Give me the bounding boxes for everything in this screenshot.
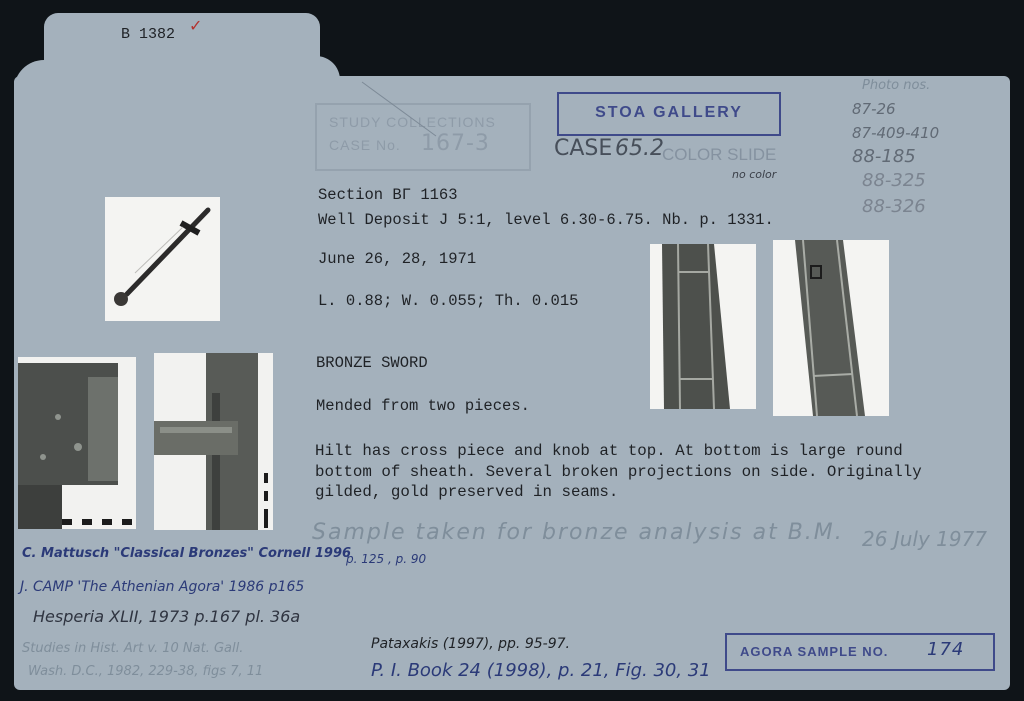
agora-sample-label: AGORA SAMPLE NO. [740, 644, 889, 659]
bibliography-picture-book: P. I. Book 24 (1998), p. 21, Fig. 30, 31 [371, 660, 711, 681]
stoa-gallery-stamp [557, 92, 781, 136]
crosspiece-image-icon [154, 353, 273, 530]
bibliography-hesperia: Hesperia XLII, 1973 p.167 pl. 36a [33, 607, 301, 626]
stoa-gallery-label: STOA GALLERY [595, 104, 743, 121]
hilt-detail-photo [18, 357, 136, 529]
blade-detail-photo [650, 244, 756, 409]
photo-number: 88-326 [862, 196, 926, 217]
bibliography-camp: J. CAMP 'The Athenian Agora' 1986 p165 [20, 579, 305, 595]
color-note: no color [732, 168, 777, 181]
photo-number: 88-185 [852, 146, 916, 167]
section-line: Section ΒΓ 1163 [318, 186, 458, 204]
study-collections-case-number: 167-3 [421, 131, 490, 156]
study-collections-case-label: CASE No. [329, 137, 401, 153]
condition-line: Mended from two pieces. [316, 397, 530, 415]
description-line: bottom of sheath. Several broken projections on side. Originally [315, 463, 922, 481]
bibliography-pataxakis: Pataxakis (1997), pp. 95-97. [371, 636, 570, 652]
dimensions-line: L. 0.88; W. 0.055; Th. 0.015 [318, 292, 579, 310]
bibliography-mattusch: C. Mattusch "Classical Bronzes" Cornell 1996 [22, 546, 352, 561]
description-line: Hilt has cross piece and knob at top. At bottom is large round [315, 442, 903, 460]
bibliography-studies: Wash. D.C., 1982, 229-38, figs 7, 11 [28, 664, 264, 679]
agora-sample-stamp [725, 633, 995, 671]
description-line: gilded, gold preserved in seams. [315, 483, 619, 501]
sword-image-icon [105, 197, 220, 321]
inventory-number: B 1382 [121, 26, 176, 43]
sample-note: Sample taken for bronze analysis at B.M. [312, 520, 844, 545]
case-number: 65.2 [615, 136, 664, 161]
pen-stroke-icon [360, 80, 440, 140]
bibliography-studies: Studies in Hist. Art v. 10 Nat. Gall. [22, 641, 244, 656]
date-line: June 26, 28, 1971 [318, 250, 477, 268]
photo-number: 88-325 [862, 170, 926, 191]
deposit-line: Well Deposit J 5:1, level 6.30-6.75. Nb. p. 1331. [318, 211, 774, 229]
blade-detail-photo [773, 240, 889, 416]
agora-sample-number: 174 [927, 639, 965, 660]
blade-image-icon [650, 244, 756, 409]
bibliography-mattusch-pages: p. 125 , p. 90 [346, 552, 427, 566]
check-mark: ✓ [189, 16, 203, 35]
sword-photo [105, 197, 220, 321]
color-slide-label: COLOR SLIDE [662, 145, 777, 164]
photo-number: 87-409-410 [852, 124, 940, 142]
hilt-detail-image-icon [18, 357, 136, 529]
object-title: BRONZE SWORD [316, 354, 428, 372]
photo-number: 87-26 [852, 100, 896, 118]
study-collections-label: STUDY COLLECTIONS [329, 114, 496, 130]
case-label: CASE [554, 136, 613, 161]
photo-numbers-header: Photo nos. [862, 78, 931, 93]
blade-image-icon [773, 240, 889, 416]
sample-date: 26 July 1977 [862, 527, 988, 551]
crosspiece-detail-photo [154, 353, 273, 530]
